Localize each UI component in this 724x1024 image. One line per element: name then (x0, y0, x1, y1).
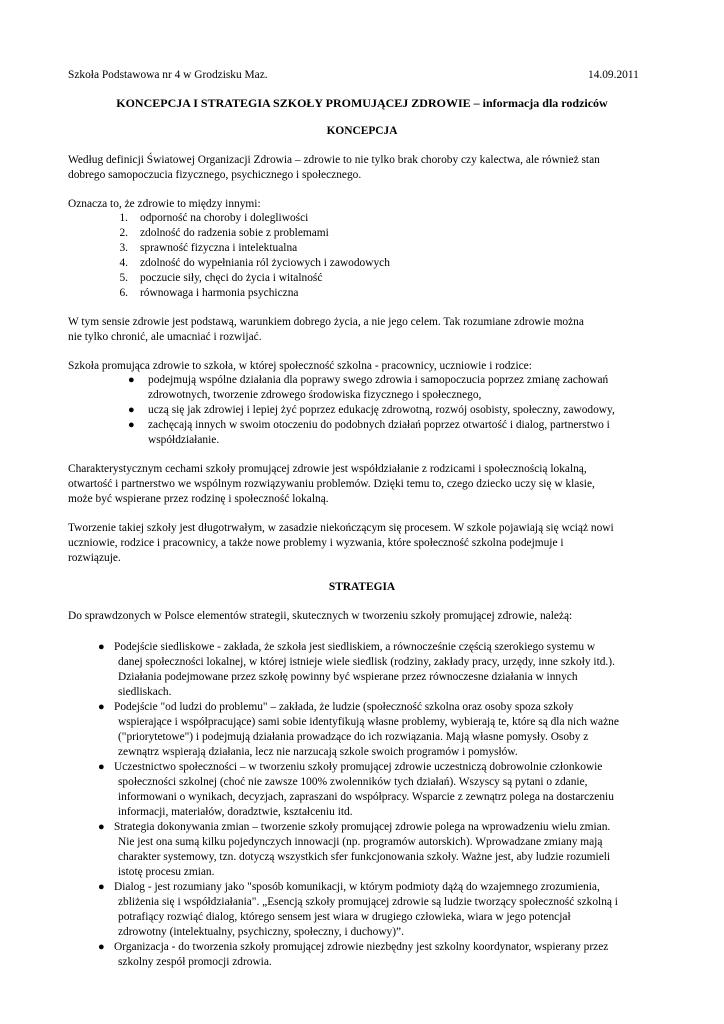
bullet-line: wspierające i współpracujące) sami sobie identyfikują własne problemy, wybierają te, które są dla nich ważne (118, 716, 619, 728)
bullet-line: społeczności szkolnej (choć nie zawsze 100% zwolenników tych działań). Wszyscy są pytani o zdanie, (118, 776, 588, 788)
list-intro: Szkoła promująca zdrowie to szkoła, w której społeczność szkolna - pracownicy, uczniowie i rodzice: (68, 360, 532, 372)
section-heading-koncepcja: KONCEPCJA (326, 125, 398, 137)
list-intro: Oznacza to, że zdrowie to między innymi: (68, 198, 261, 210)
paragraph-line: rozwiązuje. (68, 552, 121, 564)
bullet-line: podejmują wspólne działania dla poprawy swego zdrowia i samopoczucia poprzez zmianę zachowań (148, 374, 609, 386)
bullet-line: Strategia dokonywania zmian – tworzenie szkoły promującej zdrowie polega na wprowadzeniu wielu zmian. (114, 821, 611, 833)
bullet-icon: ● (128, 404, 135, 416)
bullet-line: Nie jest ona sumą kilku pojedynczych innowacji (np. programów autorskich). Wprowadzane zmiany mają (118, 836, 603, 848)
list-number: 3. (119, 242, 128, 254)
bullet-icon: ● (98, 881, 105, 893)
school-name: Szkoła Podstawowa nr 4 w Grodzisku Maz. (68, 69, 268, 81)
bullet-line: charakter systemowy, tzn. dotyczą wszystkich sfer funkcjonowania szkoły. Ważne jest, aby ludzie rozumieli (118, 851, 611, 863)
bullet-icon: ● (128, 374, 135, 386)
bullet-icon: ● (98, 821, 105, 833)
list-number: 6. (119, 287, 128, 299)
list-item: zdolność do wypełniania ról życiowych i zawodowych (140, 257, 390, 269)
bullet-line: informacji, materiałów, doradztwie, kształceniu itd. (118, 806, 353, 818)
bullet-line: współdziałanie. (148, 434, 220, 446)
list-number: 2. (119, 227, 128, 239)
paragraph-line: nie tylko chronić, ale umacniać i rozwijać. (68, 331, 262, 343)
bullet-line: Działania podejmowane przez szkołę powinny być wspierane przez równoczesne działania w innych (118, 671, 578, 683)
bullet-icon: ● (98, 701, 105, 713)
bullet-icon: ● (128, 419, 135, 431)
bullet-line: Podejście siedliskowe - zakłada, że szkoła jest siedliskiem, a równocześnie częścią szerokiego systemu w (114, 641, 596, 653)
bullet-line: zdrowotnych, tworzenie zdrowego środowiska fizycznego i społecznego, (148, 389, 482, 401)
list-item: poczucie siły, chęci do życia i witalność (140, 272, 323, 284)
paragraph-line: dobrego samopoczucia fizycznego, psychicznego i społecznego. (68, 169, 362, 181)
bullet-line: istotę procesu zmian. (118, 866, 215, 878)
bullet-line: siedliskach. (118, 686, 172, 698)
list-intro: Do sprawdzonych w Polsce elementów strategii, skutecznych w tworzeniu szkoły promującej zdrowie, należą: (68, 610, 573, 622)
document-title: KONCEPCJA I STRATEGIA SZKOŁY PROMUJĄCEJ ZDROWIE – informacja dla rodziców (116, 96, 608, 110)
list-item: równowaga i harmonia psychiczna (140, 287, 299, 299)
list-number: 5. (119, 272, 128, 284)
paragraph-line: uczniowie, rodzice i pracownicy, a także nowe problemy i wyzwania, które społeczność szkolna podejmuje i (68, 537, 564, 549)
bullet-line: danej społeczności lokalnej, w której istnieje wiele siedlisk (rodziny, zakłady pracy, urzędy, inne szkoły itd.). (118, 656, 615, 668)
bullet-line: informowani o wynikach, decyzjach, zapraszani do współpracy. Wsparcie z zewnątrz polega na dostarczeniu (118, 791, 614, 803)
document-date: 14.09.2011 (588, 69, 639, 81)
bullet-line: zachęcają innych w swoim otoczeniu do podobnych działań poprzez otwartość i dialog, partnerstwo i (148, 419, 610, 431)
bullet-line: potrafiący rozwiąć dialog, którego sensem jest wiara w drugiego człowieka, wiara w jego potencjał (118, 911, 571, 923)
list-number: 1. (119, 212, 128, 224)
bullet-icon: ● (98, 941, 105, 953)
section-heading-strategia: STRATEGIA (328, 581, 396, 593)
list-item: sprawność fizyczna i intelektualna (140, 242, 298, 254)
paragraph-line: otwartość i partnerstwo we wspólnym rozwiązywaniu problemów. Dzięki temu to, czego dziecko uczy się w klasie, (68, 478, 595, 490)
bullet-icon: ● (98, 641, 105, 653)
bullet-line: Podejście "od ludzi do problemu" – zakłada, że ludzie (społeczność szkolna oraz osoby spoza szkoły (114, 701, 574, 713)
paragraph-line: Tworzenie takiej szkoły jest długotrwałym, w zasadzie niekończącym się procesem. W szkole pojawiają się wciąż nowi (68, 522, 614, 534)
bullet-line: zdrowotny (intelektualny, psychiczny, społeczny, i duchowy)”. (118, 926, 404, 938)
list-item: odporność na choroby i dolegliwości (140, 212, 309, 224)
bullet-line: Dialog - jest rozumiany jako "sposób komunikacji, w którym podmioty dążą do wzajemnego zrozumienia, (114, 881, 600, 893)
bullet-line: ("priorytetowe") i podejmują działania prowadzące do ich rozwiązania. Mają własne pomysły. Osoby z (118, 731, 589, 743)
bullet-line: zbliżenia się i współdziałania". „Esencją szkoły promującej zdrowie są ludzie tworzący społeczność szkolną i (118, 896, 618, 908)
paragraph-line: może być wspierane przez rodzinę i społeczność lokalną. (68, 493, 329, 505)
bullet-line: Uczestnictwo społeczności – w tworzeniu szkoły promującej zdrowie uczestniczą dobrowolnie członkowie (114, 761, 603, 773)
bullet-line: zewnątrz wspierają działania, lecz nie narzucają szkole swoich programów i pomysłów. (118, 746, 518, 758)
bullet-line: szkolny zespół promocji zdrowia. (118, 956, 272, 968)
bullet-icon: ● (98, 761, 105, 773)
paragraph-line: Charakterystycznym cechami szkoły promującej zdrowie jest współdziałanie z rodzicami i społecznością lokalną, (68, 463, 587, 475)
bullet-line: Organizacja - do tworzenia szkoły promującej zdrowie niezbędny jest szkolny koordynator, wspierany przez (114, 941, 609, 953)
list-item: zdolność do radzenia sobie z problemami (140, 227, 329, 239)
paragraph-line: Według definicji Światowej Organizacji Zdrowia – zdrowie to nie tylko brak choroby czy kalectwa, ale również stan (68, 154, 600, 166)
list-number: 4. (119, 257, 128, 269)
paragraph-line: W tym sensie zdrowie jest podstawą, warunkiem dobrego życia, a nie jego celem. Tak rozumiane zdrowie można (68, 316, 584, 328)
bullet-line: uczą się jak zdrowiej i lepiej żyć poprzez edukację zdrowotną, rozwój osobisty, społeczny, zawodowy, (148, 404, 615, 416)
